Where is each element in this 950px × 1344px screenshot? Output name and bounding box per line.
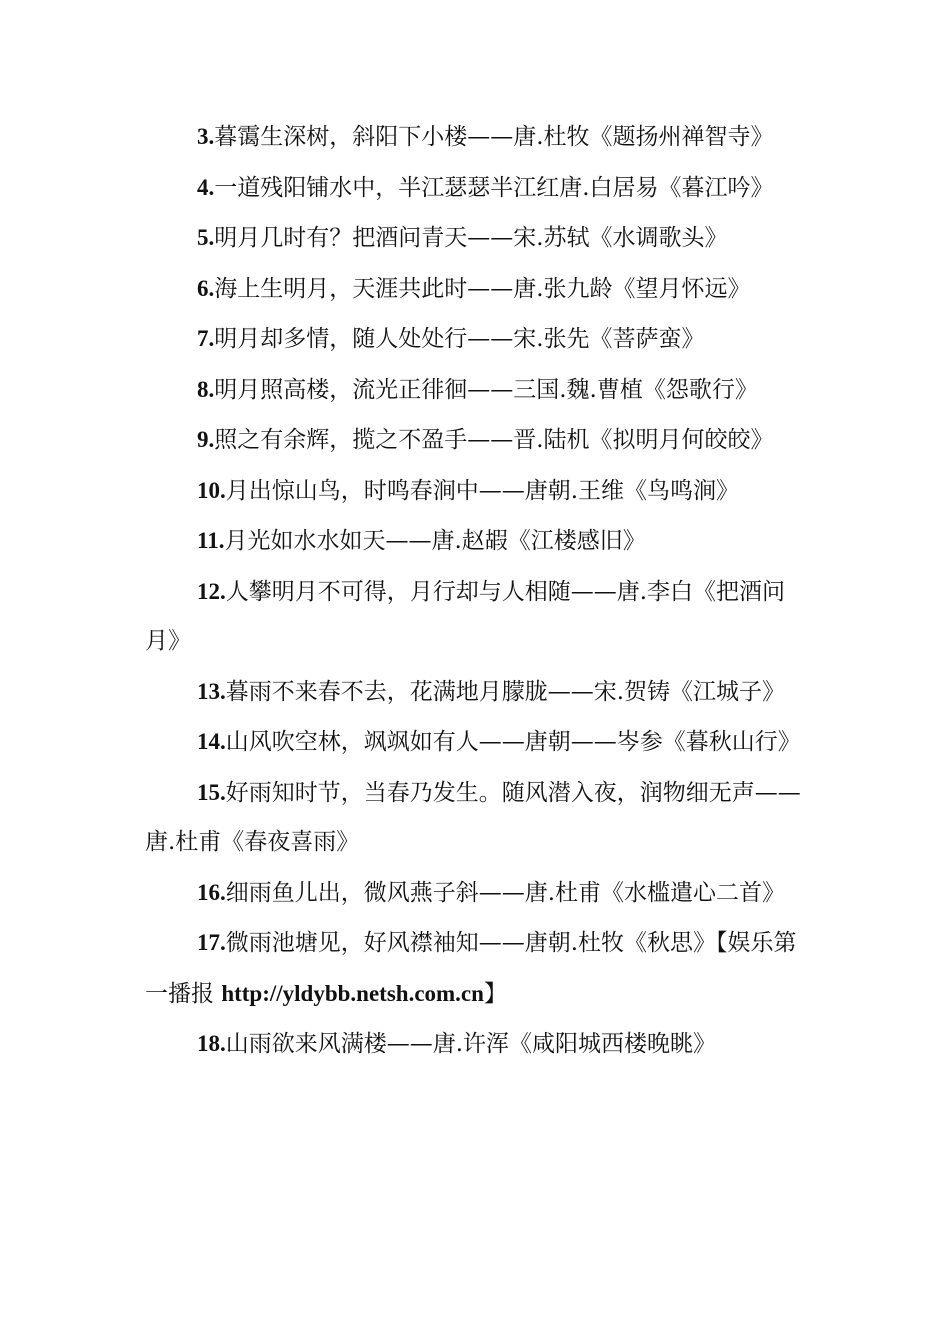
list-item — [145, 213, 810, 264]
item-text: 暮霭生深树，斜阳下小楼——唐.杜牧《题扬州禅智寺》 — [214, 124, 774, 150]
item-number: 10. — [197, 477, 226, 503]
item-number: 17. — [197, 930, 226, 955]
list-item — [145, 717, 810, 768]
item-text: 人攀明月不可得，月行却与人相随——唐.李白《把酒问月》 — [145, 578, 786, 654]
list-item — [145, 314, 810, 365]
item-text: 一道残阳铺水中，半江瑟瑟半江红唐.白居易《暮江吟》 — [214, 174, 774, 201]
item-number: 12. — [197, 578, 226, 604]
item-text: 月出惊山鸟，时鸣春涧中——唐朝.王维《鸟鸣涧》 — [225, 477, 740, 504]
item-number: 13. — [197, 678, 226, 704]
list-item — [145, 516, 810, 567]
item-number: 6. — [197, 275, 215, 301]
item-number: 15. — [197, 779, 226, 805]
item-number: 16. — [197, 879, 226, 905]
item-number: 7. — [197, 326, 215, 351]
item-text: 山雨欲来风满楼——唐.许浑《咸阳城西楼晚眺》 — [225, 1031, 717, 1057]
list-item — [145, 264, 810, 315]
document-body — [145, 112, 810, 1070]
item-number: 11. — [197, 528, 225, 553]
item-text-tail: 】 — [483, 980, 507, 1007]
item-number: 5. — [197, 225, 215, 250]
item-text: 微雨池塘见，好风襟袖知——唐朝.杜牧《秋思》【娱乐第一播报 — [145, 930, 797, 1007]
item-text: 海上生明月，天涯共此时——唐.张九龄《望月怀远》 — [214, 275, 751, 302]
item-text: 明月照高楼，流光正徘徊——三国.魏.曹植《怨歌行》 — [214, 376, 758, 403]
list-item — [145, 1019, 810, 1070]
item-number: 9. — [197, 427, 215, 452]
item-text: 细雨鱼儿出，微风燕子斜——唐.杜甫《水槛遣心二首》 — [225, 879, 786, 906]
list-item — [145, 918, 810, 1019]
item-number: 8. — [197, 376, 215, 402]
item-text: 暮雨不来春不去，花满地月朦胧——宋.贺铸《江城子》 — [225, 678, 786, 705]
item-text: 月光如水水如天——唐.赵嘏《江楼感旧》 — [224, 528, 646, 554]
list-item — [145, 868, 810, 919]
item-text: 山风吹空林，飒飒如有人——唐朝——岑参《暮秋山行》 — [225, 729, 801, 755]
list-item — [145, 163, 810, 214]
website-url: http://yldybb.netsh.com.cn — [221, 980, 484, 1006]
list-item — [145, 365, 810, 416]
item-text: 照之有余辉，揽之不盈手——晋.陆机《拟明月何皎皎》 — [214, 427, 774, 453]
item-number: 3. — [197, 124, 215, 149]
list-item — [145, 567, 810, 667]
item-number: 18. — [197, 1031, 226, 1056]
list-item — [145, 667, 810, 718]
item-text: 明月却多情，随人处处行——宋.张先《菩萨蛮》 — [214, 326, 705, 352]
list-item — [145, 112, 810, 163]
list-item — [145, 415, 810, 466]
list-item — [145, 466, 810, 517]
list-item — [145, 768, 810, 868]
item-number: 14. — [197, 729, 226, 754]
item-text: 好雨知时节，当春乃发生。随风潜入夜，润物细无声——唐.杜甫《春夜喜雨》 — [145, 779, 801, 855]
item-number: 4. — [197, 174, 215, 200]
item-text: 明月几时有？把酒问青天——宋.苏轼《水调歌头》 — [214, 225, 728, 251]
